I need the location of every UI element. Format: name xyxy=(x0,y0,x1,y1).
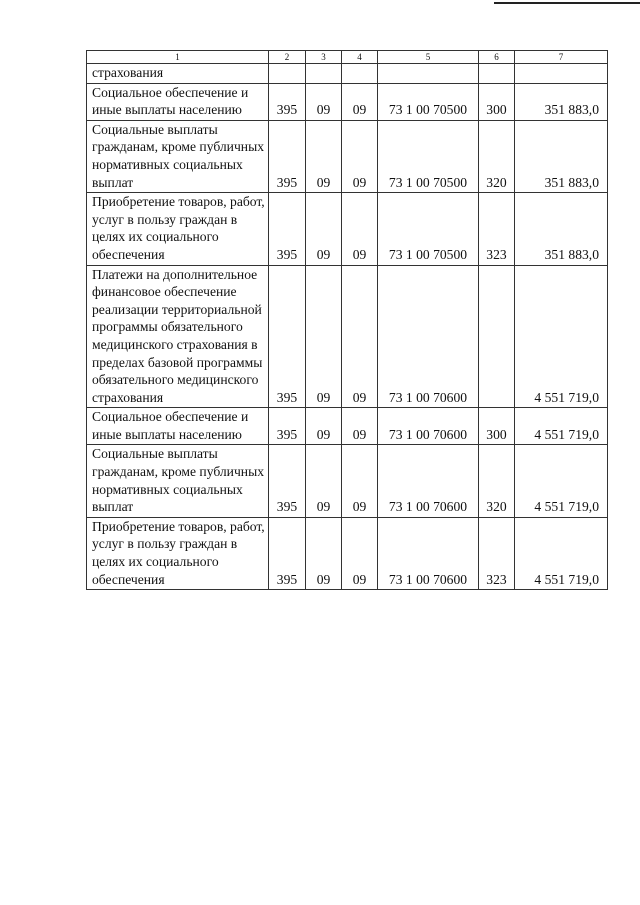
row-expense-type xyxy=(479,265,515,408)
row-code-gr: 395 xyxy=(269,445,306,517)
row-section: 09 xyxy=(306,265,342,408)
cell xyxy=(479,64,515,84)
page-top-rule xyxy=(494,2,640,4)
row-name: Социальное обеспечение и иные выплаты населению xyxy=(87,83,269,120)
row-amount: 4 551 719,0 xyxy=(515,517,608,589)
continuation-text: страхования xyxy=(87,64,269,84)
row-name: Социальные выплаты гражданам, кроме публичных нормативных социальных выплат xyxy=(87,120,269,192)
table-row xyxy=(87,445,608,517)
row-name: Приобретение товаров, работ, услуг в пользу граждан в целях их социального обеспечения xyxy=(87,193,269,265)
row-name: Платежи на дополнительное финансовое обеспечение реализации территориальной программы обязательного медицинского страхования в пределах базовой программы обязательного медицинского страхования xyxy=(87,265,269,408)
row-section: 09 xyxy=(306,517,342,589)
table-row xyxy=(87,408,608,445)
row-subsection: 09 xyxy=(342,193,378,265)
row-expense-type: 323 xyxy=(479,517,515,589)
row-expense-type: 320 xyxy=(479,120,515,192)
row-section: 09 xyxy=(306,445,342,517)
row-section: 09 xyxy=(306,193,342,265)
row-amount: 351 883,0 xyxy=(515,193,608,265)
cell xyxy=(342,64,378,84)
row-subsection: 09 xyxy=(342,517,378,589)
table-row xyxy=(87,517,608,589)
col-header-3: 3 xyxy=(306,51,342,64)
row-amount: 351 883,0 xyxy=(515,120,608,192)
cell xyxy=(269,64,306,84)
row-name: Социальные выплаты гражданам, кроме публичных нормативных социальных выплат xyxy=(87,445,269,517)
col-header-7: 7 xyxy=(515,51,608,64)
row-target-article: 73 1 00 70600 xyxy=(378,408,479,445)
row-expense-type: 300 xyxy=(479,83,515,120)
row-target-article: 73 1 00 70500 xyxy=(378,83,479,120)
budget-table-sheet xyxy=(86,50,608,590)
row-subsection: 09 xyxy=(342,408,378,445)
row-name: Приобретение товаров, работ, услуг в пользу граждан в целях их социального обеспечения xyxy=(87,517,269,589)
col-header-1: 1 xyxy=(87,51,269,64)
row-target-article: 73 1 00 70500 xyxy=(378,193,479,265)
row-subsection: 09 xyxy=(342,265,378,408)
row-code-gr: 395 xyxy=(269,193,306,265)
row-name: Социальное обеспечение и иные выплаты населению xyxy=(87,408,269,445)
continuation-row xyxy=(87,64,608,84)
row-code-gr: 395 xyxy=(269,517,306,589)
row-code-gr: 395 xyxy=(269,265,306,408)
budget-allocation-table xyxy=(86,50,608,590)
row-subsection: 09 xyxy=(342,445,378,517)
row-amount: 4 551 719,0 xyxy=(515,445,608,517)
column-number-header xyxy=(87,51,608,64)
table-row xyxy=(87,193,608,265)
row-target-article: 73 1 00 70600 xyxy=(378,517,479,589)
row-amount: 4 551 719,0 xyxy=(515,408,608,445)
table-row xyxy=(87,265,608,408)
row-target-article: 73 1 00 70500 xyxy=(378,120,479,192)
row-expense-type: 323 xyxy=(479,193,515,265)
cell xyxy=(515,64,608,84)
row-expense-type: 320 xyxy=(479,445,515,517)
row-code-gr: 395 xyxy=(269,408,306,445)
row-expense-type: 300 xyxy=(479,408,515,445)
row-amount: 4 551 719,0 xyxy=(515,265,608,408)
table-row xyxy=(87,83,608,120)
table-row xyxy=(87,120,608,192)
col-header-5: 5 xyxy=(378,51,479,64)
row-target-article: 73 1 00 70600 xyxy=(378,445,479,517)
col-header-6: 6 xyxy=(479,51,515,64)
row-code-gr: 395 xyxy=(269,83,306,120)
row-target-article: 73 1 00 70600 xyxy=(378,265,479,408)
row-subsection: 09 xyxy=(342,83,378,120)
col-header-4: 4 xyxy=(342,51,378,64)
row-subsection: 09 xyxy=(342,120,378,192)
row-section: 09 xyxy=(306,408,342,445)
col-header-2: 2 xyxy=(269,51,306,64)
row-section: 09 xyxy=(306,120,342,192)
row-amount: 351 883,0 xyxy=(515,83,608,120)
cell xyxy=(306,64,342,84)
cell xyxy=(378,64,479,84)
row-section: 09 xyxy=(306,83,342,120)
row-code-gr: 395 xyxy=(269,120,306,192)
